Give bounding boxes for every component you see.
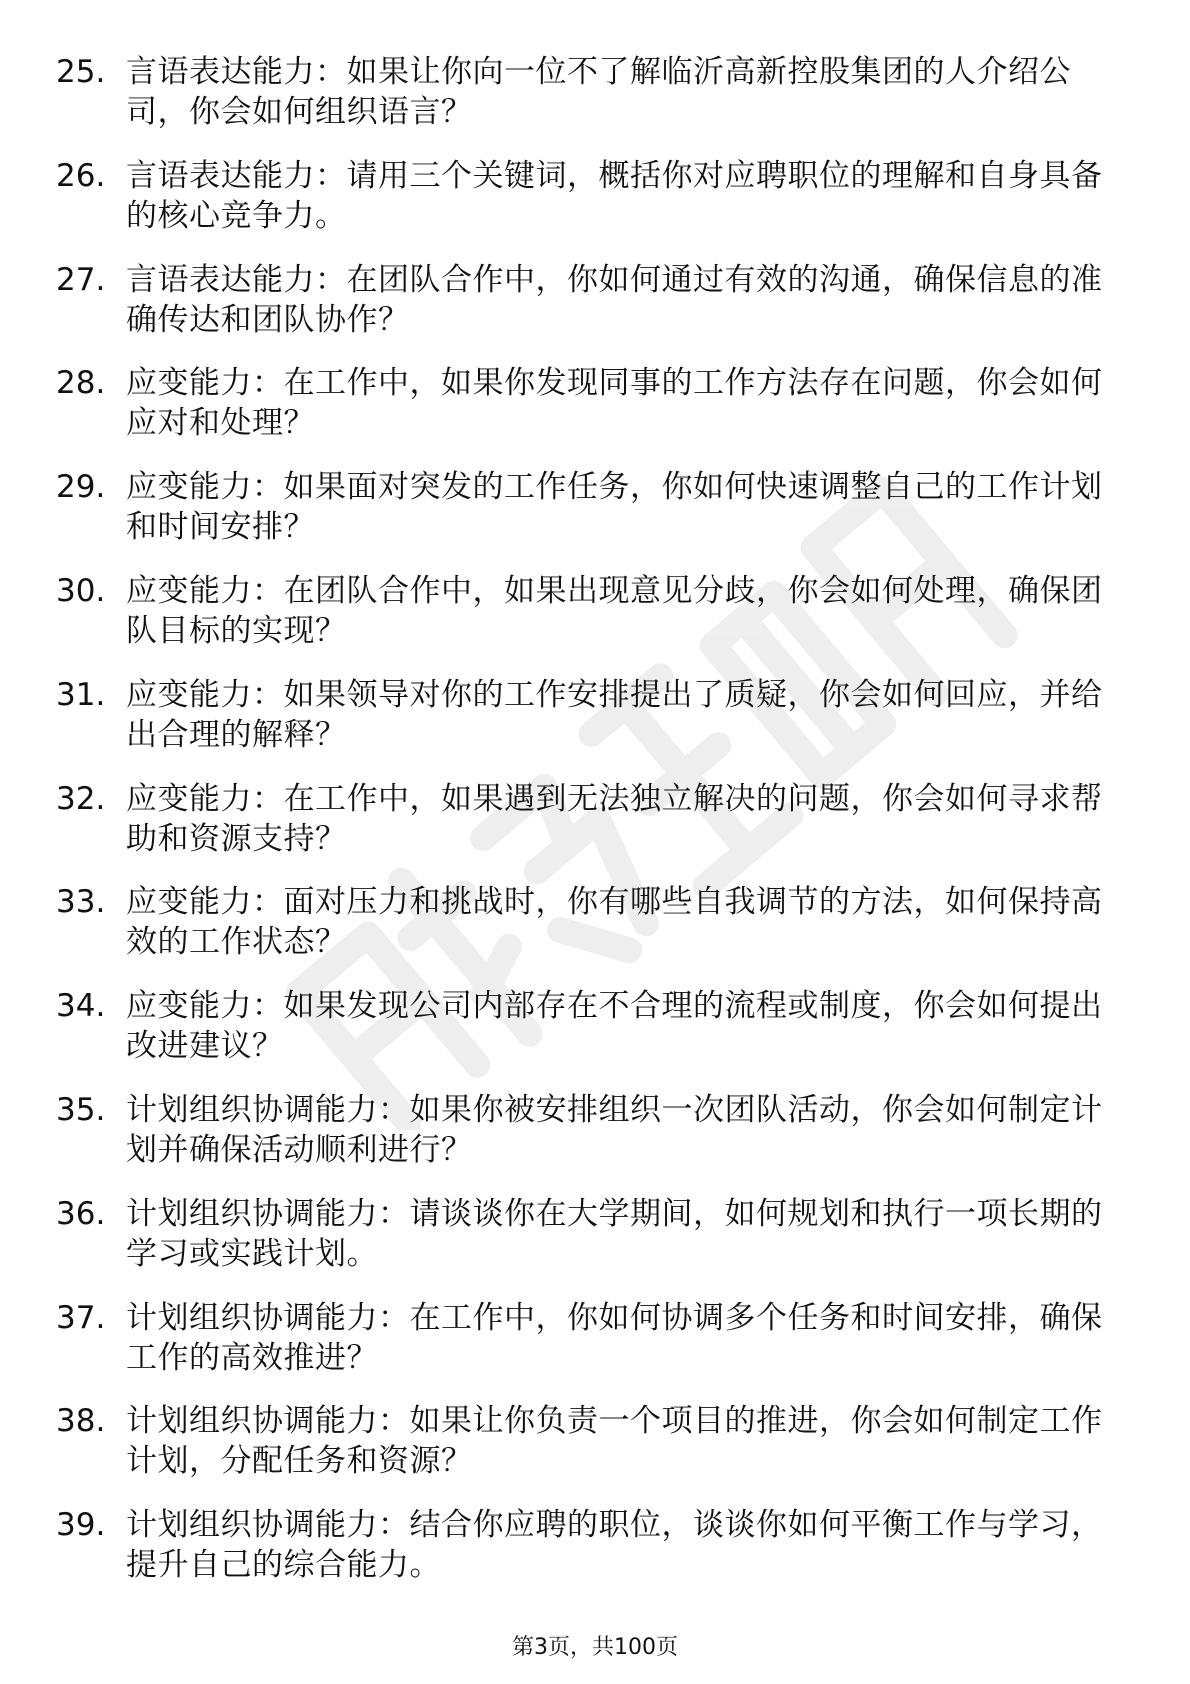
question-number: 26. <box>56 157 106 194</box>
question-number: 36. <box>56 1195 106 1232</box>
question-item <box>0 1194 1190 1298</box>
question-text: 计划组织协调能力：如果让你负责一个项目的推进，你会如何制定工作计划，分配任务和资源？ <box>126 1403 1103 1480</box>
question-text: 应变能力：如果面对突发的工作任务，你如何快速调整自己的工作计划和时间安排？ <box>126 469 1103 546</box>
question-text: 应变能力：面对压力和挑战时，你有哪些自我调节的方法，如何保持高效的工作状态？ <box>126 884 1103 961</box>
question-item <box>0 156 1190 260</box>
question-number: 30. <box>56 572 106 609</box>
question-item <box>0 986 1190 1090</box>
question-number: 34. <box>56 988 106 1025</box>
question-number: 32. <box>56 780 106 817</box>
question-item <box>0 467 1190 571</box>
question-item <box>0 363 1190 467</box>
question-text: 应变能力：在工作中，如果你发现同事的工作方法存在问题，你会如何应对和处理？ <box>126 365 1103 442</box>
question-number: 37. <box>56 1299 106 1336</box>
question-text: 应变能力：在团队合作中，如果出现意见分歧，你会如何处理，确保团队目标的实现？ <box>126 572 1103 649</box>
question-item <box>0 1298 1190 1402</box>
question-number: 29. <box>56 469 106 506</box>
question-text: 应变能力：在工作中，如果遇到无法独立解决的问题，你会如何寻求帮助和资源支持？ <box>126 780 1103 857</box>
question-item <box>0 1401 1190 1505</box>
question-number: 28. <box>56 365 106 402</box>
question-text: 言语表达能力：请用三个关键词，概括你对应聘职位的理解和自身具备的核心竞争力。 <box>126 157 1103 234</box>
question-number: 27. <box>56 261 106 298</box>
question-item <box>0 260 1190 364</box>
question-number: 39. <box>56 1507 106 1544</box>
page-footer: 第3页，共100页 <box>512 1635 678 1660</box>
question-item <box>0 1090 1190 1194</box>
question-number: 38. <box>56 1403 106 1440</box>
question-number: 31. <box>56 676 106 713</box>
question-item <box>0 1505 1190 1609</box>
question-text: 应变能力：如果发现公司内部存在不合理的流程或制度，你会如何提出改进建议？ <box>126 988 1103 1065</box>
question-text: 计划组织协调能力：如果你被安排组织一次团队活动，你会如何制定计划并确保活动顺利进行？ <box>126 1091 1103 1168</box>
question-text: 应变能力：如果领导对你的工作安排提出了质疑，你会如何回应，并给出合理的解释？ <box>126 676 1103 753</box>
question-number: 25. <box>56 54 106 90</box>
question-item <box>0 52 1190 156</box>
question-text: 计划组织协调能力：请谈谈你在大学期间，如何规划和执行一项长期的学习或实践计划。 <box>126 1195 1103 1272</box>
question-text: 言语表达能力：如果让你向一位不了解临沂高新控股集团的人介绍公司，你会如何组织语言？ <box>126 54 1071 130</box>
question-item <box>0 675 1190 779</box>
question-number: 33. <box>56 884 106 921</box>
question-text: 计划组织协调能力：在工作中，你如何协调多个任务和时间安排，确保工作的高效推进？ <box>126 1299 1103 1376</box>
question-list <box>0 52 1190 1609</box>
question-text: 言语表达能力：在团队合作中，你如何通过有效的沟通，确保信息的准确传达和团队协作？ <box>126 261 1103 338</box>
question-item <box>0 571 1190 675</box>
question-number: 35. <box>56 1091 106 1128</box>
question-item <box>0 779 1190 883</box>
question-item <box>0 882 1190 986</box>
question-text: 计划组织协调能力：结合你应聘的职位，谈谈你如何平衡工作与学习，提升自己的综合能力。 <box>126 1507 1103 1584</box>
